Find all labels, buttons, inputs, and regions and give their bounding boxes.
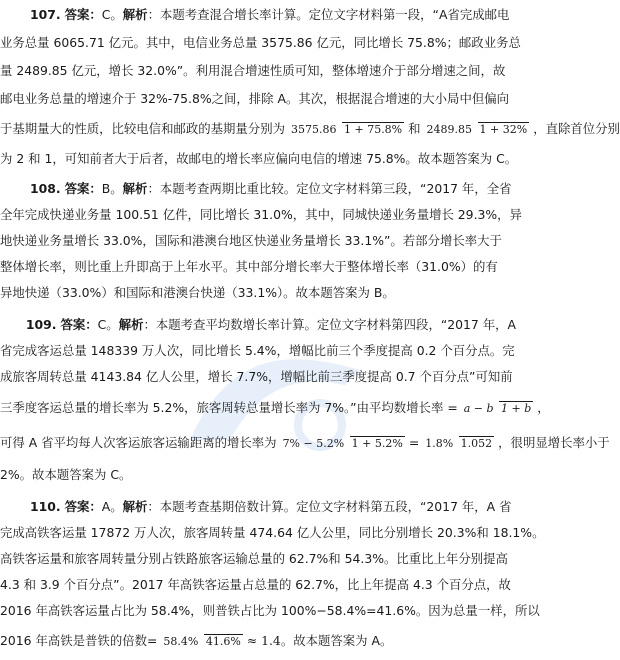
q108-answer-label: 答案：: [64, 181, 102, 196]
q109-number: 109.: [25, 317, 57, 332]
q107-number: 107.: [30, 7, 61, 22]
q110-number: 110.: [30, 499, 61, 514]
q109-fraction-formula: a − b 1 + b: [463, 401, 532, 415]
q107-analysis-label: 解析: [122, 7, 148, 22]
q107-analysis-text: ：本题考查混合增长率计算。定位文字材料第一段，“A省完成邮电: [147, 7, 510, 22]
q109-answer-label: 答案：: [60, 317, 98, 332]
q107-line-3: 量 2489.85 亿元，增长 32.0%”。利用混合增速性质可知，整体增速介于部分增速之间，故: [0, 63, 506, 78]
q108-answer: B。: [101, 181, 123, 196]
q107-line-5: 于基期量大的性质，比较电信和邮政的基期量分别为 3575.86 1 + 75.8% 和 2489.85 1 + 32% ，直除首位分别: [0, 121, 620, 136]
q108-line-3: 地快递业务量增长 33.0%，国际和港澳台地区快递业务量增长 33.1%”。若部分增长率大于: [0, 233, 502, 248]
q110-line-4: 4.3 和 3.9 个百分点”。2017 年高铁客运量占总量的 62.7%，比上年提高 4.3 个百分点，故: [0, 577, 511, 592]
q107-answer-label: 答案：: [64, 7, 102, 22]
q109-answer: C。: [97, 317, 119, 332]
q109-fraction-result: 1.8% 1.052: [425, 436, 493, 450]
q109-line-3: 成旅客周转总量 4143.84 亿人公里，增长 7.7%，增幅比前三季度提高 0.7 个百分点”可知前: [0, 369, 513, 384]
q110-answer-label: 答案：: [64, 499, 102, 514]
q110-fraction-ratio: 58.4% 41.6%: [163, 634, 241, 648]
q108-line-5: 异地快递（33.0%）和国际和港澳台快递（33.1%）。故本题答案为 B。: [0, 285, 395, 300]
q107-line-6: 为 2 和 1，可知前者大于后者，故邮电的增长率应偏向电信的增速 75.8%。故本题答案为 C。: [0, 151, 518, 166]
q110-line-1: [0, 494, 516, 520]
q108-number: 108.: [30, 181, 61, 196]
q109-line-2: 省完成客运总量 148339 万人次，同比增长 5.4%，增幅比前三个季度提高 0.2 个百分点。完: [0, 343, 515, 358]
q107-line-4: 邮电业务总量的增速介于 32%-75.8%之间，排除 A。其次，根据混合增速的大小局中但偏向: [0, 91, 510, 106]
q108-line-4: 整体增长率，则比重上升即高于上年水平。其中部分增长率大于整体增长率（31.0%）的有: [0, 259, 498, 274]
q110-line-3: 高铁客运量和旅客周转量分别占铁路旅客运输总量的 62.7%和 54.3%。比重比上年分别提高: [0, 551, 508, 566]
q109-line-6: 2%。故本题答案为 C。: [0, 467, 132, 482]
q109-line-4: 三季度客运总量的增长率为 5.2%，旅客周转总量增长率为 7%。”由平均数增长率 = a − b 1 + b ，: [0, 400, 550, 415]
q107-fraction-telecom: 3575.86 1 + 75.8%: [290, 122, 403, 136]
q110-line-5: 2016 年高铁客运量占比为 58.4%，则普铁占比为 100%−58.4%=41.6%。因为总量一样，所以: [0, 603, 540, 618]
q110-answer: A。: [101, 499, 123, 514]
q107-fraction-postal: 2489.85 1 + 32%: [426, 122, 528, 136]
q109-analysis-text: ：本题考查平均数增长率计算。定位文字材料第四段，“2017 年，A: [143, 317, 516, 332]
q107-line-2: 业务总量 6065.71 亿元。其中，电信业务总量 3575.86 亿元，同比增长 75.8%；邮政业务总: [0, 35, 521, 50]
q107-answer: C。: [101, 7, 123, 22]
q108-analysis-label: 解析: [122, 181, 148, 196]
q108-analysis-text: ：本题考查两期比重比较。定位文字材料第三段，“2017 年，全省: [147, 181, 512, 196]
q109-analysis-label: 解析: [118, 317, 144, 332]
q107-line-1: [0, 2, 516, 28]
q110-line-2: 完成高铁客运量 17872 万人次，旅客周转量 474.64 亿人公里，同比分别增长 20.3%和 18.1%。: [0, 525, 545, 540]
q109-line-1: [0, 312, 516, 338]
q109-fraction-growth: 7% − 5.2% 1 + 5.2%: [282, 436, 403, 450]
q109-line-5: 可得 A 省平均每人次客运旅客运输距离的增长率为 7% − 5.2% 1 + 5.2% = 1.8% 1.052 ，很明显增长率小于: [0, 435, 610, 450]
q108-line-1: [0, 176, 516, 202]
q110-line-6: 2016 年高铁是普铁的倍数= 58.4% 41.6% ≈ 1.4 。故本题答案为 A。: [0, 633, 393, 648]
q110-analysis-label: 解析: [122, 499, 148, 514]
q110-analysis-text: ：本题考查基期倍数计算。定位文字材料第五段，“2017 年，A 省: [147, 499, 512, 514]
q108-line-2: 全年完成快递业务量 100.51 亿件，同比增长 31.0%，其中，同城快递业务量增长 29.3%，异: [0, 207, 522, 222]
